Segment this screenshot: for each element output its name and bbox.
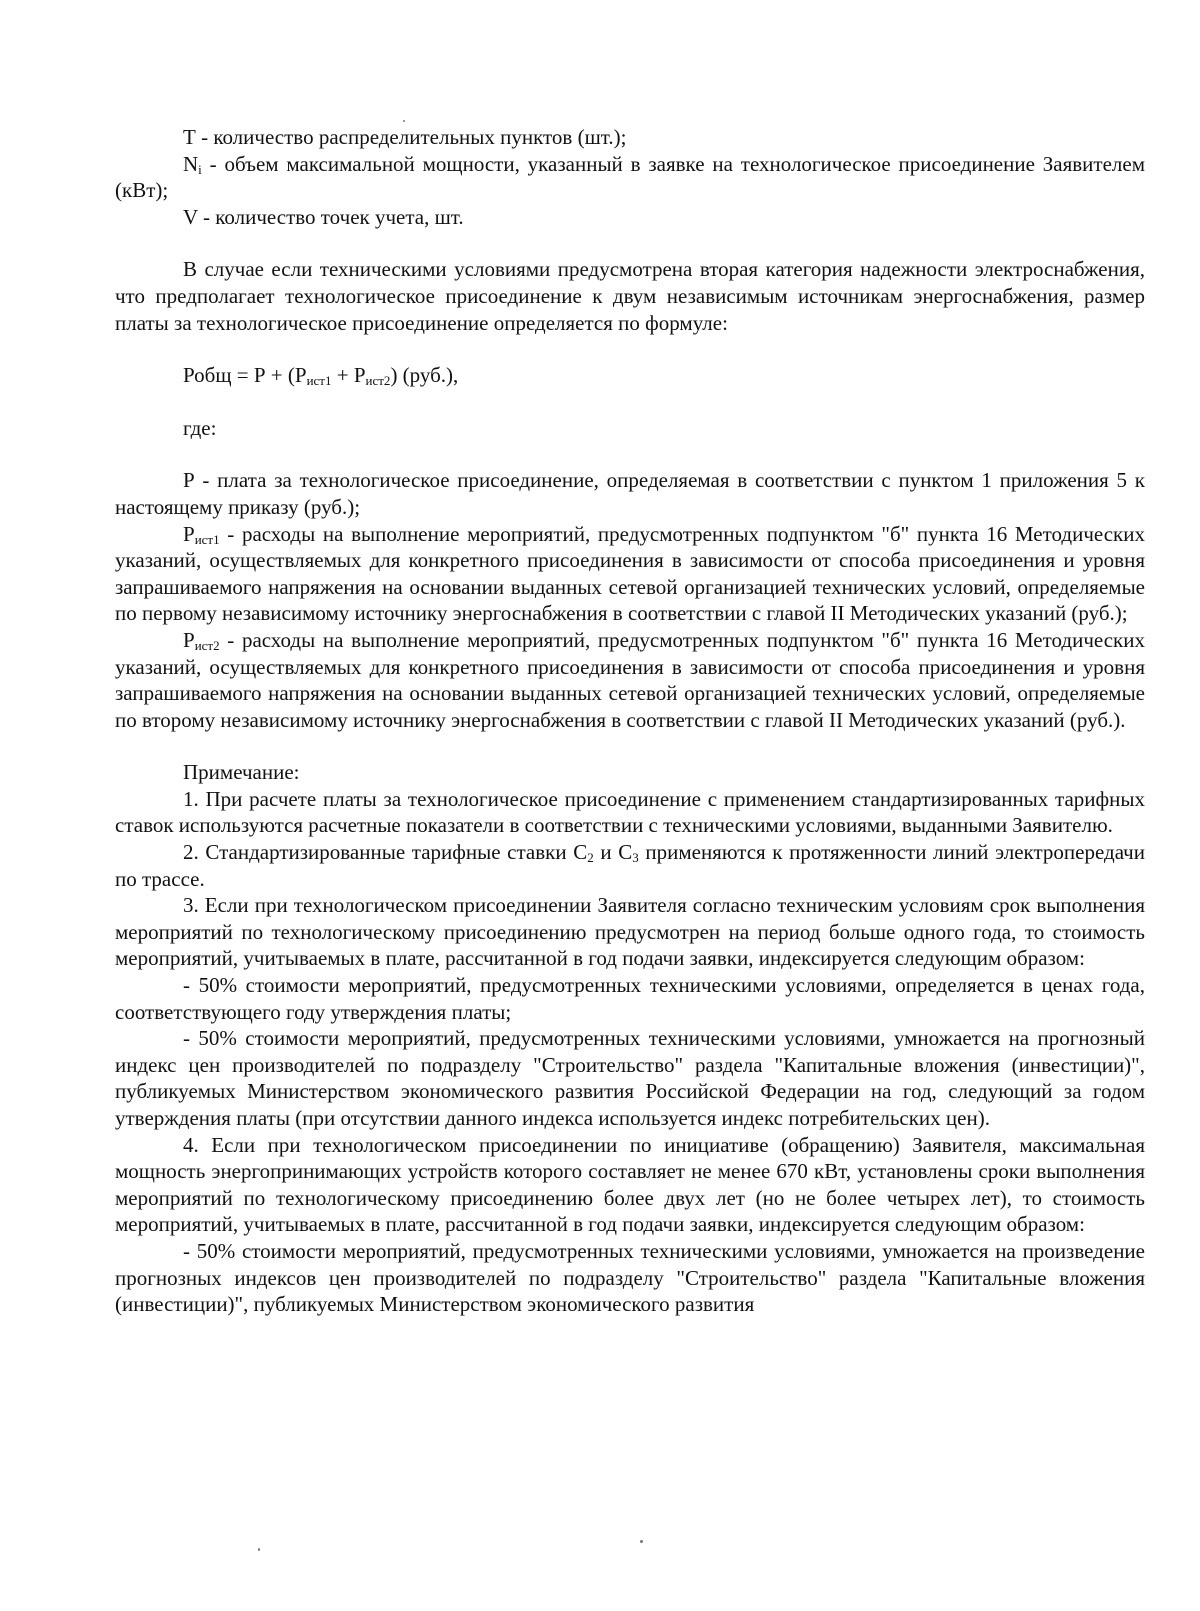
definition-v: V - количество точек учета, шт. (183, 204, 464, 229)
term-p-ist1-text: - расходы на выполнение мероприятий, предусмотренных подпунктом "б" пункта 16 Методических указаний, осуществляемых для конкретного присоединения в зависимости от способа присоединения и уровня запрашиваемого напряжения на основании выданных сетевой организацией технических условий, определяемые по первому независимому источнику энергоснабжения в соответствии с главой II Методических указаний (руб.); (115, 521, 1145, 626)
definition-t: Т - количество распределительных пунктов (шт.); (183, 125, 627, 149)
note-item-2 (115, 839, 1145, 892)
term-p-ist2-symbol: Р (183, 627, 195, 652)
formula-lhs: Робщ = Р + (Р (183, 363, 307, 388)
symbol-n-subscript: i (198, 161, 202, 177)
scan-speck (258, 1548, 260, 1551)
scan-speck (640, 1540, 643, 1543)
spacer (115, 733, 1145, 759)
term-p-ist1-symbol: Р (183, 521, 195, 546)
term-p-ist2-text: - расходы на выполнение мероприятий, предусмотренных подпунктом "б" пункта 16 Методических указаний, осуществляемых для конкретного присоединения в зависимости от способа присоединения и уровня запрашиваемого напряжения на основании выданных сетевой организацией технических условий, определяемые по второму независимому источнику энергоснабжения в соответствии с главой II Методических указаний (руб.). (115, 627, 1145, 732)
note-item-3: 3. Если при технологическом присоединении Заявителя согласно техническим условиям срок выполнения мероприятий по технологическому присоединению предусмотрен на период больше одного года, то стоимость мероприятий, учитываемых в плате, рассчитанной в год подачи заявки, индексируется следующим образом: (115, 893, 1145, 971)
note-item-4-bullet-1: - 50% стоимости мероприятий, предусмотренных техническими условиями, умножается на произведение прогнозных индексов цен производителей по подразделу "Строительство" раздела "Капитальные вложения (инвестиции)", публикуемых Министерством экономического развития (115, 1238, 1145, 1317)
note-item-3-bullet-2: - 50% стоимости мероприятий, предусмотренных техническими условиями, умножается на прогнозный индекс цен производителей по подразделу "Строительство" раздела "Капитальные вложения (инвестиции)", публикуемых Министерством экономического развития Российской Федерации на год, следующий за годом утверждения платы (при отсутствии данного индекса используется индекс потребительских цен). (115, 1026, 1145, 1130)
spacer (115, 336, 1145, 362)
where-label: где: (183, 415, 217, 440)
second-category-paragraph: В случае если техническими условиями предусмотрена вторая категория надежности электроснабжения, что предполагает технологическое присоединение к двум независимым источникам энергоснабжения, размер платы за технологическое присоединение определяется по формуле: (115, 257, 1145, 335)
term-p-ist2 (115, 627, 1145, 733)
formula-mid: + Р (331, 363, 366, 388)
spacer (115, 389, 1145, 415)
term-p-ist1-subscript: ист1 (194, 531, 220, 547)
formula-sub1: ист1 (306, 373, 332, 389)
definition-n-text: - объем максимальной мощности, указанный в заявке на технологическое присоединение Заявителем (кВт); (115, 151, 1145, 203)
definition-n (115, 151, 1145, 204)
spacer (115, 230, 1145, 256)
spacer (115, 441, 1145, 467)
note-item-2-part-c: применяются к протяженности линий электропередачи по трассе. (115, 840, 1145, 891)
note-item-1: 1. При расчете платы за технологическое присоединение с применением стандартизированных тарифных ставок используются расчетные показатели в соответствии с техническими условиями, выданными Заявителю. (115, 786, 1145, 838)
term-p: Р - плата за технологическое присоединение, определяемая в соответствии с пунктом 1 приложения 5 к настоящему приказу (руб.); (115, 468, 1145, 519)
term-p-ist1 (115, 521, 1145, 627)
formula (115, 362, 1145, 389)
note-item-2-part-b: и С (593, 840, 633, 865)
note-item-2-part-a: 2. Стандартизированные тарифные ставки С (183, 840, 588, 865)
formula-rhs: ) (руб.), (390, 363, 459, 388)
note-item-2-sub-1: 2 (587, 850, 594, 866)
term-p-ist2-subscript: ист2 (194, 637, 220, 653)
note-item-2-sub-2: 3 (632, 850, 639, 866)
scan-speck (403, 120, 405, 122)
symbol-n: N (183, 151, 199, 176)
note-heading: Примечание: (183, 760, 300, 785)
note-item-4: 4. Если при технологическом присоединении по инициативе (обращению) Заявителя, максимальная мощность энергопринимающих устройств которого составляет не менее 670 кВт, установлены сроки выполнения мероприятий по технологическому присоединению более двух лет (но не более четырех лет), то стоимость мероприятий, учитываемых в плате, рассчитанной в год подачи заявки, индексируется следующим образом: (115, 1132, 1145, 1237)
note-item-3-bullet-1: - 50% стоимости мероприятий, предусмотренных техническими условиями, определяется в ценах года, соответствующего году утверждения платы; (115, 973, 1145, 1024)
formula-sub2: ист2 (365, 373, 391, 389)
